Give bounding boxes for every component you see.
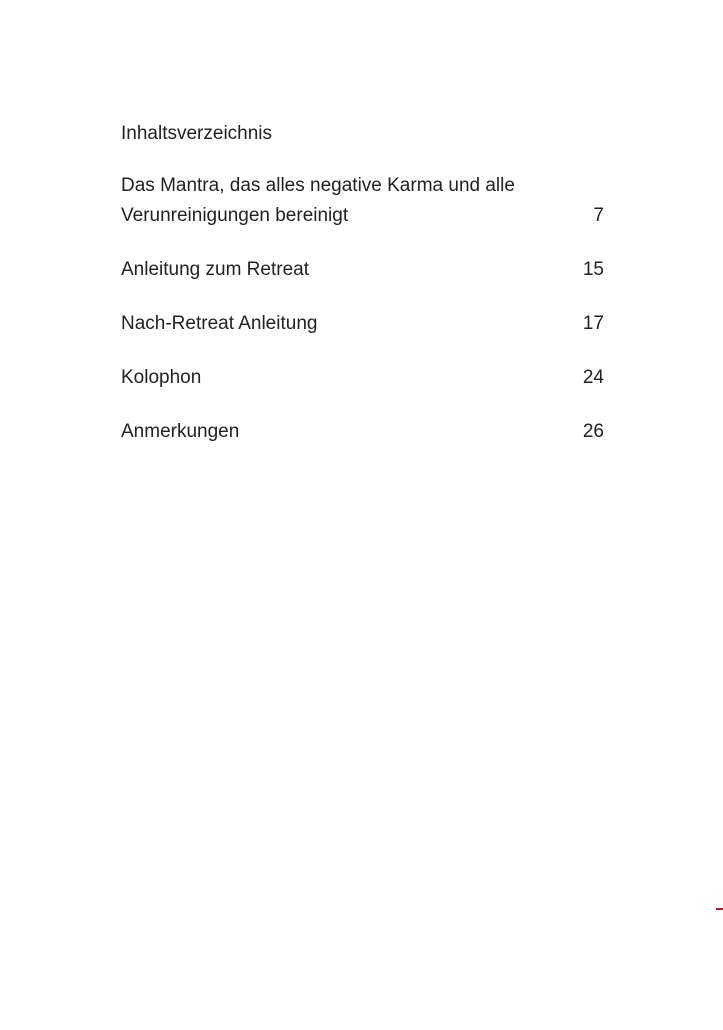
toc-entry-page-number: 15 bbox=[582, 259, 604, 280]
toc-title: Inhaltsverzeichnis bbox=[121, 123, 273, 144]
toc-entry bbox=[121, 171, 604, 231]
toc-entry-text: Anmerkungen bbox=[121, 421, 240, 442]
toc-entry bbox=[121, 363, 604, 393]
toc-entry-page-number: 17 bbox=[582, 313, 604, 334]
toc-entry bbox=[121, 255, 604, 285]
toc-entry-page-number: 7 bbox=[593, 205, 604, 226]
toc-entry bbox=[121, 309, 604, 339]
toc-entry-page-number: 26 bbox=[582, 421, 604, 442]
toc-entry-text: Kolophon bbox=[121, 367, 202, 388]
toc-entry-text: Das Mantra, das alles negative Karma und alle Verunreinigungen bereinigt bbox=[121, 175, 515, 226]
toc-entry-page-number: 24 bbox=[582, 367, 604, 388]
toc-entry bbox=[121, 417, 604, 447]
table-of-contents bbox=[121, 120, 604, 471]
toc-entry-text: Anleitung zum Retreat bbox=[121, 259, 309, 280]
toc-entry-text: Nach-Retreat Anleitung bbox=[121, 313, 318, 334]
crop-mark bbox=[716, 908, 723, 910]
